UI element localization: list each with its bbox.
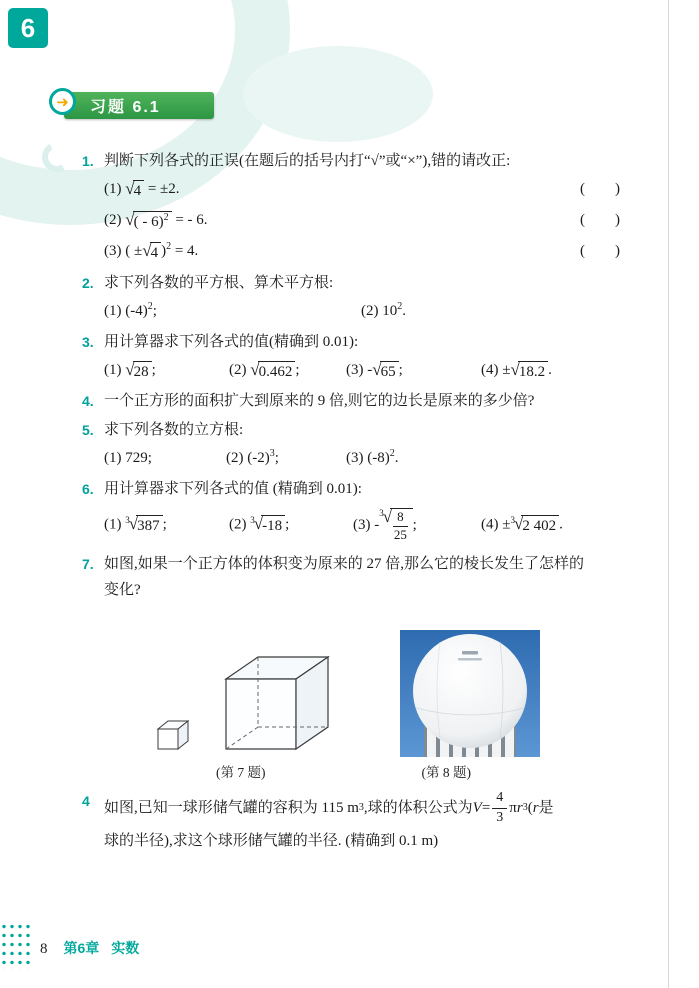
dots-decoration xyxy=(0,922,34,970)
item-label: (4) xyxy=(481,516,503,533)
item-label: (2) xyxy=(226,450,248,466)
exponent: 3 xyxy=(522,802,528,813)
equation-rhs: = - 6. xyxy=(171,212,208,228)
footer-chapter-title: 实数 xyxy=(111,940,140,956)
sqrt-expression xyxy=(125,361,151,381)
fraction-denominator: 3 xyxy=(496,809,504,825)
item-4 xyxy=(481,355,552,385)
answer-parentheses: ( ) xyxy=(580,212,620,228)
item-2 xyxy=(226,443,346,473)
sign-prefix: ± xyxy=(502,362,511,378)
radicand: -18 xyxy=(261,515,285,535)
equals-sign: = xyxy=(481,800,491,816)
equation-rhs: = ±2. xyxy=(144,181,180,197)
problem-7-body xyxy=(104,551,638,785)
problem-8-body xyxy=(104,788,638,855)
radicand: 2 402 xyxy=(521,515,559,535)
problem-5-body xyxy=(104,417,638,473)
fraction-denominator: 25 xyxy=(393,526,407,542)
problem-2-items xyxy=(104,296,638,326)
item-1 xyxy=(104,355,229,385)
problem-3-number: 3. xyxy=(82,334,94,350)
close-paren: ) xyxy=(161,243,167,259)
expression xyxy=(104,236,198,267)
item-label: (2) xyxy=(361,303,383,319)
radicand: 387 xyxy=(136,515,163,535)
radicand: 4 xyxy=(133,180,145,200)
variable-r: r xyxy=(532,800,539,816)
tail: ; xyxy=(274,450,279,466)
root-index: 3 xyxy=(379,507,384,518)
base: 10 xyxy=(382,303,398,319)
problem-2 xyxy=(82,270,638,326)
problem-4-stem: 一个正方形的面积扩大到原来的 9 倍,则它的边长是原来的多少倍? xyxy=(104,393,535,409)
caption-row xyxy=(104,761,638,785)
problem-1-number: 1. xyxy=(82,153,94,169)
item-label: (1) xyxy=(104,303,126,319)
problem-1-stem: 判断下列各式的正误(在题后的括号内打“√”或“×”),错的请改正: xyxy=(104,153,511,169)
exponent: 2 xyxy=(147,301,153,312)
item-1 xyxy=(104,296,361,326)
answer-parentheses: ( ) xyxy=(580,181,620,197)
fraction-numerator: 8 xyxy=(393,510,408,527)
caption-problem-7: (第 7 题) xyxy=(216,765,266,780)
tail: ; xyxy=(412,516,417,533)
sqrt-expression xyxy=(510,361,548,381)
radicand: 28 xyxy=(133,361,152,381)
item-label: (1) xyxy=(104,516,126,533)
footer-chapter: 第6章 xyxy=(63,940,100,956)
fraction xyxy=(393,510,408,543)
tail: ; xyxy=(152,303,157,319)
root-index: 3 xyxy=(250,515,255,525)
text-segment: 如图,已知一球形储气罐的容积为 115 m xyxy=(104,800,359,816)
page-footer xyxy=(40,938,139,958)
exponent: 3 xyxy=(269,448,275,459)
problem-3-stem: 用计算器求下列各式的值(精确到 0.01): xyxy=(104,334,359,350)
exercise-content xyxy=(82,148,638,858)
problem-7-stem-line-2: 变化? xyxy=(104,582,141,598)
decor-oval-blob xyxy=(243,46,433,142)
arrow-circle-icon: ➜ xyxy=(49,88,76,115)
item-label: (3) xyxy=(353,516,375,533)
tail: . xyxy=(394,450,399,466)
item-4 xyxy=(481,515,563,535)
fraction-numerator: 4 xyxy=(492,790,507,808)
problem-6-stem: 用计算器求下列各式的值 (精确到 0.01): xyxy=(104,481,362,497)
problem-6-number: 6. xyxy=(82,481,94,497)
radicand-exponent: 2 xyxy=(163,211,169,223)
problem-1-item-1 xyxy=(104,174,620,205)
open-paren: ( xyxy=(527,800,533,816)
problem-5-items xyxy=(104,443,638,473)
section-banner xyxy=(56,92,214,119)
problem-3-items xyxy=(104,355,638,385)
cbrt-expression xyxy=(510,515,559,535)
item-1 xyxy=(104,515,229,535)
sqrt-expression xyxy=(372,361,398,381)
equation-rhs: = 4. xyxy=(171,243,199,259)
tail: . xyxy=(559,516,563,533)
radical-sign-icon: √ xyxy=(142,240,152,260)
cbrt-expression xyxy=(250,515,285,535)
radicand: 4 xyxy=(150,242,162,262)
base: (-8) xyxy=(367,450,390,466)
sign-prefix: - xyxy=(374,516,380,533)
radical-sign-icon: √ xyxy=(125,178,135,198)
problem-1-item-2 xyxy=(104,205,620,236)
expression xyxy=(104,205,208,236)
sign-prefix: - xyxy=(367,362,373,378)
item-2 xyxy=(229,355,346,385)
base: (-4) xyxy=(125,303,148,319)
problem-7 xyxy=(82,551,638,785)
page-edge-line xyxy=(668,0,669,988)
figure-row xyxy=(104,615,638,757)
cbrt-expression xyxy=(125,515,162,535)
sign-prefix: ± xyxy=(502,516,511,533)
problem-7-number: 7. xyxy=(82,556,94,572)
exponent: 2 xyxy=(389,448,395,459)
problem-6-items xyxy=(104,502,638,548)
pi-symbol: π xyxy=(509,800,517,816)
item-label: (3) xyxy=(346,450,368,466)
radical-sign-icon: √ xyxy=(253,514,264,533)
base: (-2) xyxy=(247,450,270,466)
problem-5-stem: 求下列各数的立方根: xyxy=(104,422,244,438)
value: 729; xyxy=(125,450,152,466)
open-paren: ( ± xyxy=(125,243,143,259)
caption-problem-8: (第 8 题) xyxy=(421,765,471,780)
radicand xyxy=(133,211,172,231)
fraction xyxy=(492,790,507,825)
item-label: (2) xyxy=(104,212,126,228)
item-label: (1) xyxy=(104,362,126,378)
root-index: 3 xyxy=(510,515,515,525)
radical-sign-icon: √ xyxy=(382,506,393,526)
item-label: (1) xyxy=(104,450,126,466)
exponent: 2 xyxy=(166,241,172,252)
text-segment: ,球的体积公式为 xyxy=(363,800,473,816)
radicand-base: ( - 6) xyxy=(133,213,164,230)
gas-tank-photo xyxy=(400,630,540,757)
tail: ; xyxy=(295,362,300,378)
root-index: 3 xyxy=(125,515,130,525)
unit-exponent: 3 xyxy=(358,802,364,813)
item-label: (4) xyxy=(481,362,503,378)
item-3 xyxy=(353,508,481,543)
problem-1-body xyxy=(104,148,638,267)
problem-2-stem: 求下列各数的平方根、算术平方根: xyxy=(104,275,334,291)
radicand: 18.2 xyxy=(518,361,548,381)
problem-7-stem-line-1: 如图,如果一个正方体的体积变为原来的 27 倍,那么它的棱长发生了怎样的 xyxy=(104,556,585,572)
exponent: 2 xyxy=(397,301,403,312)
problem-2-body xyxy=(104,270,638,326)
item-3 xyxy=(346,355,481,385)
item-label: (2) xyxy=(229,516,251,533)
problem-8-line-2: 球的半径),求这个球形储气罐的半径. (精确到 0.1 m) xyxy=(104,833,439,849)
item-3 xyxy=(346,443,399,473)
item-label: (2) xyxy=(229,362,251,378)
chapter-number-badge xyxy=(8,8,48,48)
radical-sign-icon: √ xyxy=(125,359,135,379)
radical-sign-icon: √ xyxy=(250,359,260,379)
problem-4-number: 4. xyxy=(82,393,94,409)
tail: ; xyxy=(162,516,167,533)
cbrt-expression xyxy=(379,508,412,543)
problem-8-line-1 xyxy=(104,788,638,828)
problem-2-number: 2. xyxy=(82,275,94,291)
item-2 xyxy=(361,296,406,326)
item-label: (1) xyxy=(104,181,126,197)
tail: ; xyxy=(398,362,403,378)
radicand: 0.462 xyxy=(258,361,296,381)
small-cube-figure xyxy=(154,717,192,757)
problem-1 xyxy=(82,148,638,267)
variable-r: r xyxy=(516,800,523,816)
problem-5 xyxy=(82,417,638,473)
problem-8-number: 4 xyxy=(82,793,90,809)
radical-sign-icon: √ xyxy=(128,514,139,533)
text-segment: 是 xyxy=(538,800,554,816)
large-cube-figure xyxy=(218,649,336,757)
problem-6 xyxy=(82,476,638,548)
radical-sign-icon: √ xyxy=(510,359,520,379)
answer-parentheses: ( ) xyxy=(580,243,620,259)
page-number: 8 xyxy=(40,941,48,957)
item-1 xyxy=(104,443,226,473)
variable-V: V xyxy=(472,800,482,816)
problem-3-body xyxy=(104,329,638,385)
item-label: (3) xyxy=(104,243,126,259)
sqrt-expression xyxy=(142,242,161,262)
problem-4 xyxy=(82,388,638,414)
sqrt-expression xyxy=(250,361,295,381)
problem-3 xyxy=(82,329,638,385)
sqrt-expression xyxy=(125,211,171,231)
radicand: 65 xyxy=(380,361,399,381)
chapter-number: 6 xyxy=(20,12,36,43)
expression xyxy=(104,174,180,205)
problem-8 xyxy=(82,788,638,855)
section-title: 习题 6.1 xyxy=(90,99,161,116)
tail: ; xyxy=(285,516,290,533)
problem-5-number: 5. xyxy=(82,422,94,438)
problem-1-item-3 xyxy=(104,236,620,267)
tail: . xyxy=(548,362,552,378)
radical-sign-icon: √ xyxy=(125,209,135,229)
item-label: (3) xyxy=(346,362,368,378)
problem-6-body xyxy=(104,476,638,548)
problem-4-body xyxy=(104,388,638,414)
radical-sign-icon: √ xyxy=(513,514,524,533)
radicand xyxy=(390,508,413,543)
tail: ; xyxy=(151,362,156,378)
item-2 xyxy=(229,515,353,535)
tail: . xyxy=(402,303,406,319)
sqrt-expression xyxy=(125,180,144,200)
radical-sign-icon: √ xyxy=(372,359,382,379)
